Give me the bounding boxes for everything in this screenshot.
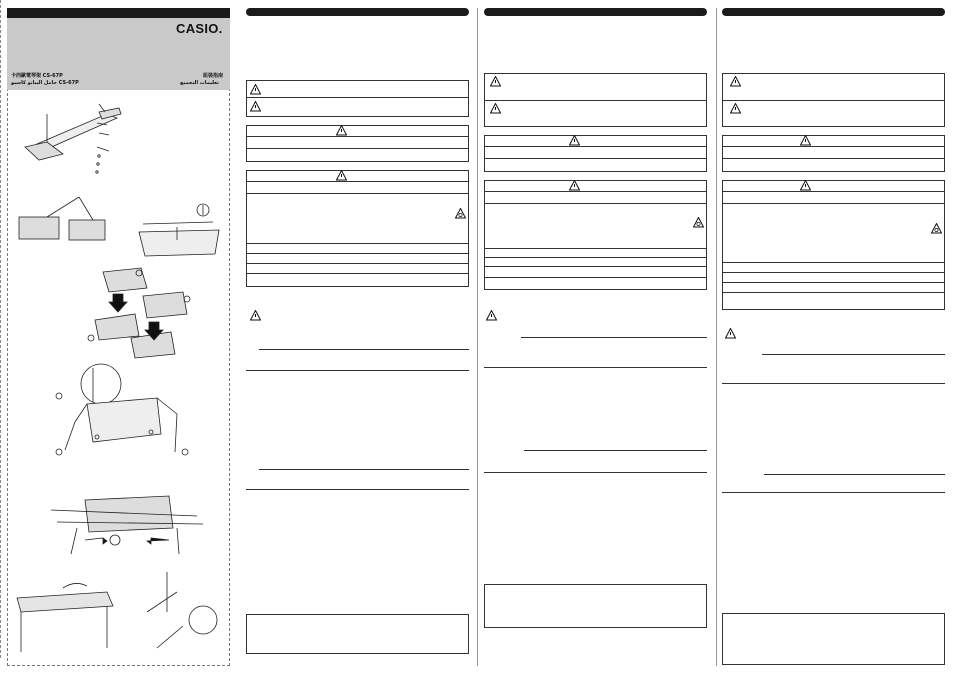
- divider: [484, 203, 707, 204]
- section-rule: [521, 337, 707, 338]
- caution-triangle-icon: [569, 135, 580, 146]
- notes-box-col2: [484, 584, 707, 628]
- warning-triangle-icon: [490, 76, 501, 87]
- divider: [484, 248, 707, 249]
- divider: [722, 203, 945, 204]
- column-separator: [477, 8, 478, 666]
- prohibited-icon: [693, 217, 704, 228]
- divider: [246, 193, 469, 194]
- warning-triangle-icon: [490, 103, 501, 114]
- warning-box-col1: [246, 80, 469, 117]
- caution-triangle-icon: [250, 310, 261, 321]
- divider: [246, 243, 469, 244]
- warning-triangle-icon: [250, 84, 261, 95]
- assembly-illustrations: [7, 92, 230, 666]
- keyboard-diagram: [19, 197, 219, 256]
- safety-table-col1: [246, 170, 469, 287]
- hinge-steps: [88, 268, 190, 358]
- divider: [246, 181, 469, 182]
- divider: [722, 146, 945, 147]
- product-name-cjk: 卡西歐電琴架 CS-67P: [11, 73, 63, 79]
- parts-diagram: [25, 104, 121, 173]
- caution-box-col3: [722, 135, 945, 172]
- divider: [246, 273, 469, 274]
- warning-triangle-icon: [250, 101, 261, 112]
- title-cjk: 組裝指南: [203, 73, 224, 79]
- divider: [722, 282, 945, 283]
- section-rule: [524, 450, 707, 451]
- column-1-header: [246, 8, 469, 16]
- caution-triangle-icon: [486, 310, 497, 321]
- section-rule: [259, 469, 469, 470]
- divider: [246, 136, 469, 137]
- divider: [246, 253, 469, 254]
- notes-box-col1: [246, 614, 469, 654]
- divider: [484, 266, 707, 267]
- divider: [246, 148, 469, 149]
- column-separator: [716, 8, 717, 666]
- casio-logo: CASIO.: [176, 21, 223, 36]
- divider: [484, 257, 707, 258]
- column-2-header: [484, 8, 707, 16]
- divider: [722, 262, 945, 263]
- divider: [484, 100, 707, 101]
- divider: [246, 263, 469, 264]
- divider: [722, 191, 945, 192]
- divider: [484, 146, 707, 147]
- divider: [484, 191, 707, 192]
- section-rule: [246, 489, 469, 490]
- caution-triangle-icon: [336, 170, 347, 181]
- warning-triangle-icon: [730, 103, 741, 114]
- caution-triangle-icon: [800, 135, 811, 146]
- prohibited-icon: [455, 208, 466, 219]
- title-arabic: تعليمات التجميع: [180, 80, 219, 86]
- product-name-arabic: حامل البيانو كاسيو CS-67P: [11, 80, 79, 86]
- piano-on-stand: [17, 572, 217, 652]
- caution-box-col1: [246, 125, 469, 162]
- section-rule: [484, 367, 707, 368]
- warning-triangle-icon: [730, 76, 741, 87]
- caution-triangle-icon: [800, 180, 811, 191]
- section-rule: [722, 383, 945, 384]
- section-rule: [259, 349, 469, 350]
- section-rule: [762, 354, 945, 355]
- panel-separator: [0, 0, 1, 658]
- divider: [484, 277, 707, 278]
- caution-box-col2: [484, 135, 707, 172]
- safety-table-col2: [484, 180, 707, 290]
- section-rule: [722, 492, 945, 493]
- caution-triangle-icon: [336, 125, 347, 136]
- cover-header-bar: [7, 8, 230, 18]
- safety-table-col3: [722, 180, 945, 310]
- divider: [722, 158, 945, 159]
- divider: [722, 292, 945, 293]
- stand-frame: [56, 364, 188, 455]
- divider: [484, 158, 707, 159]
- assembled-stand: [51, 496, 203, 554]
- caution-triangle-icon: [725, 328, 736, 339]
- section-rule: [484, 472, 707, 473]
- column-3-header: [722, 8, 945, 16]
- section-rule: [246, 370, 469, 371]
- section-rule: [764, 474, 945, 475]
- divider: [722, 100, 945, 101]
- prohibited-icon: [931, 223, 942, 234]
- caution-triangle-icon: [569, 180, 580, 191]
- divider: [246, 97, 469, 98]
- divider: [722, 272, 945, 273]
- notes-box-col3: [722, 613, 945, 665]
